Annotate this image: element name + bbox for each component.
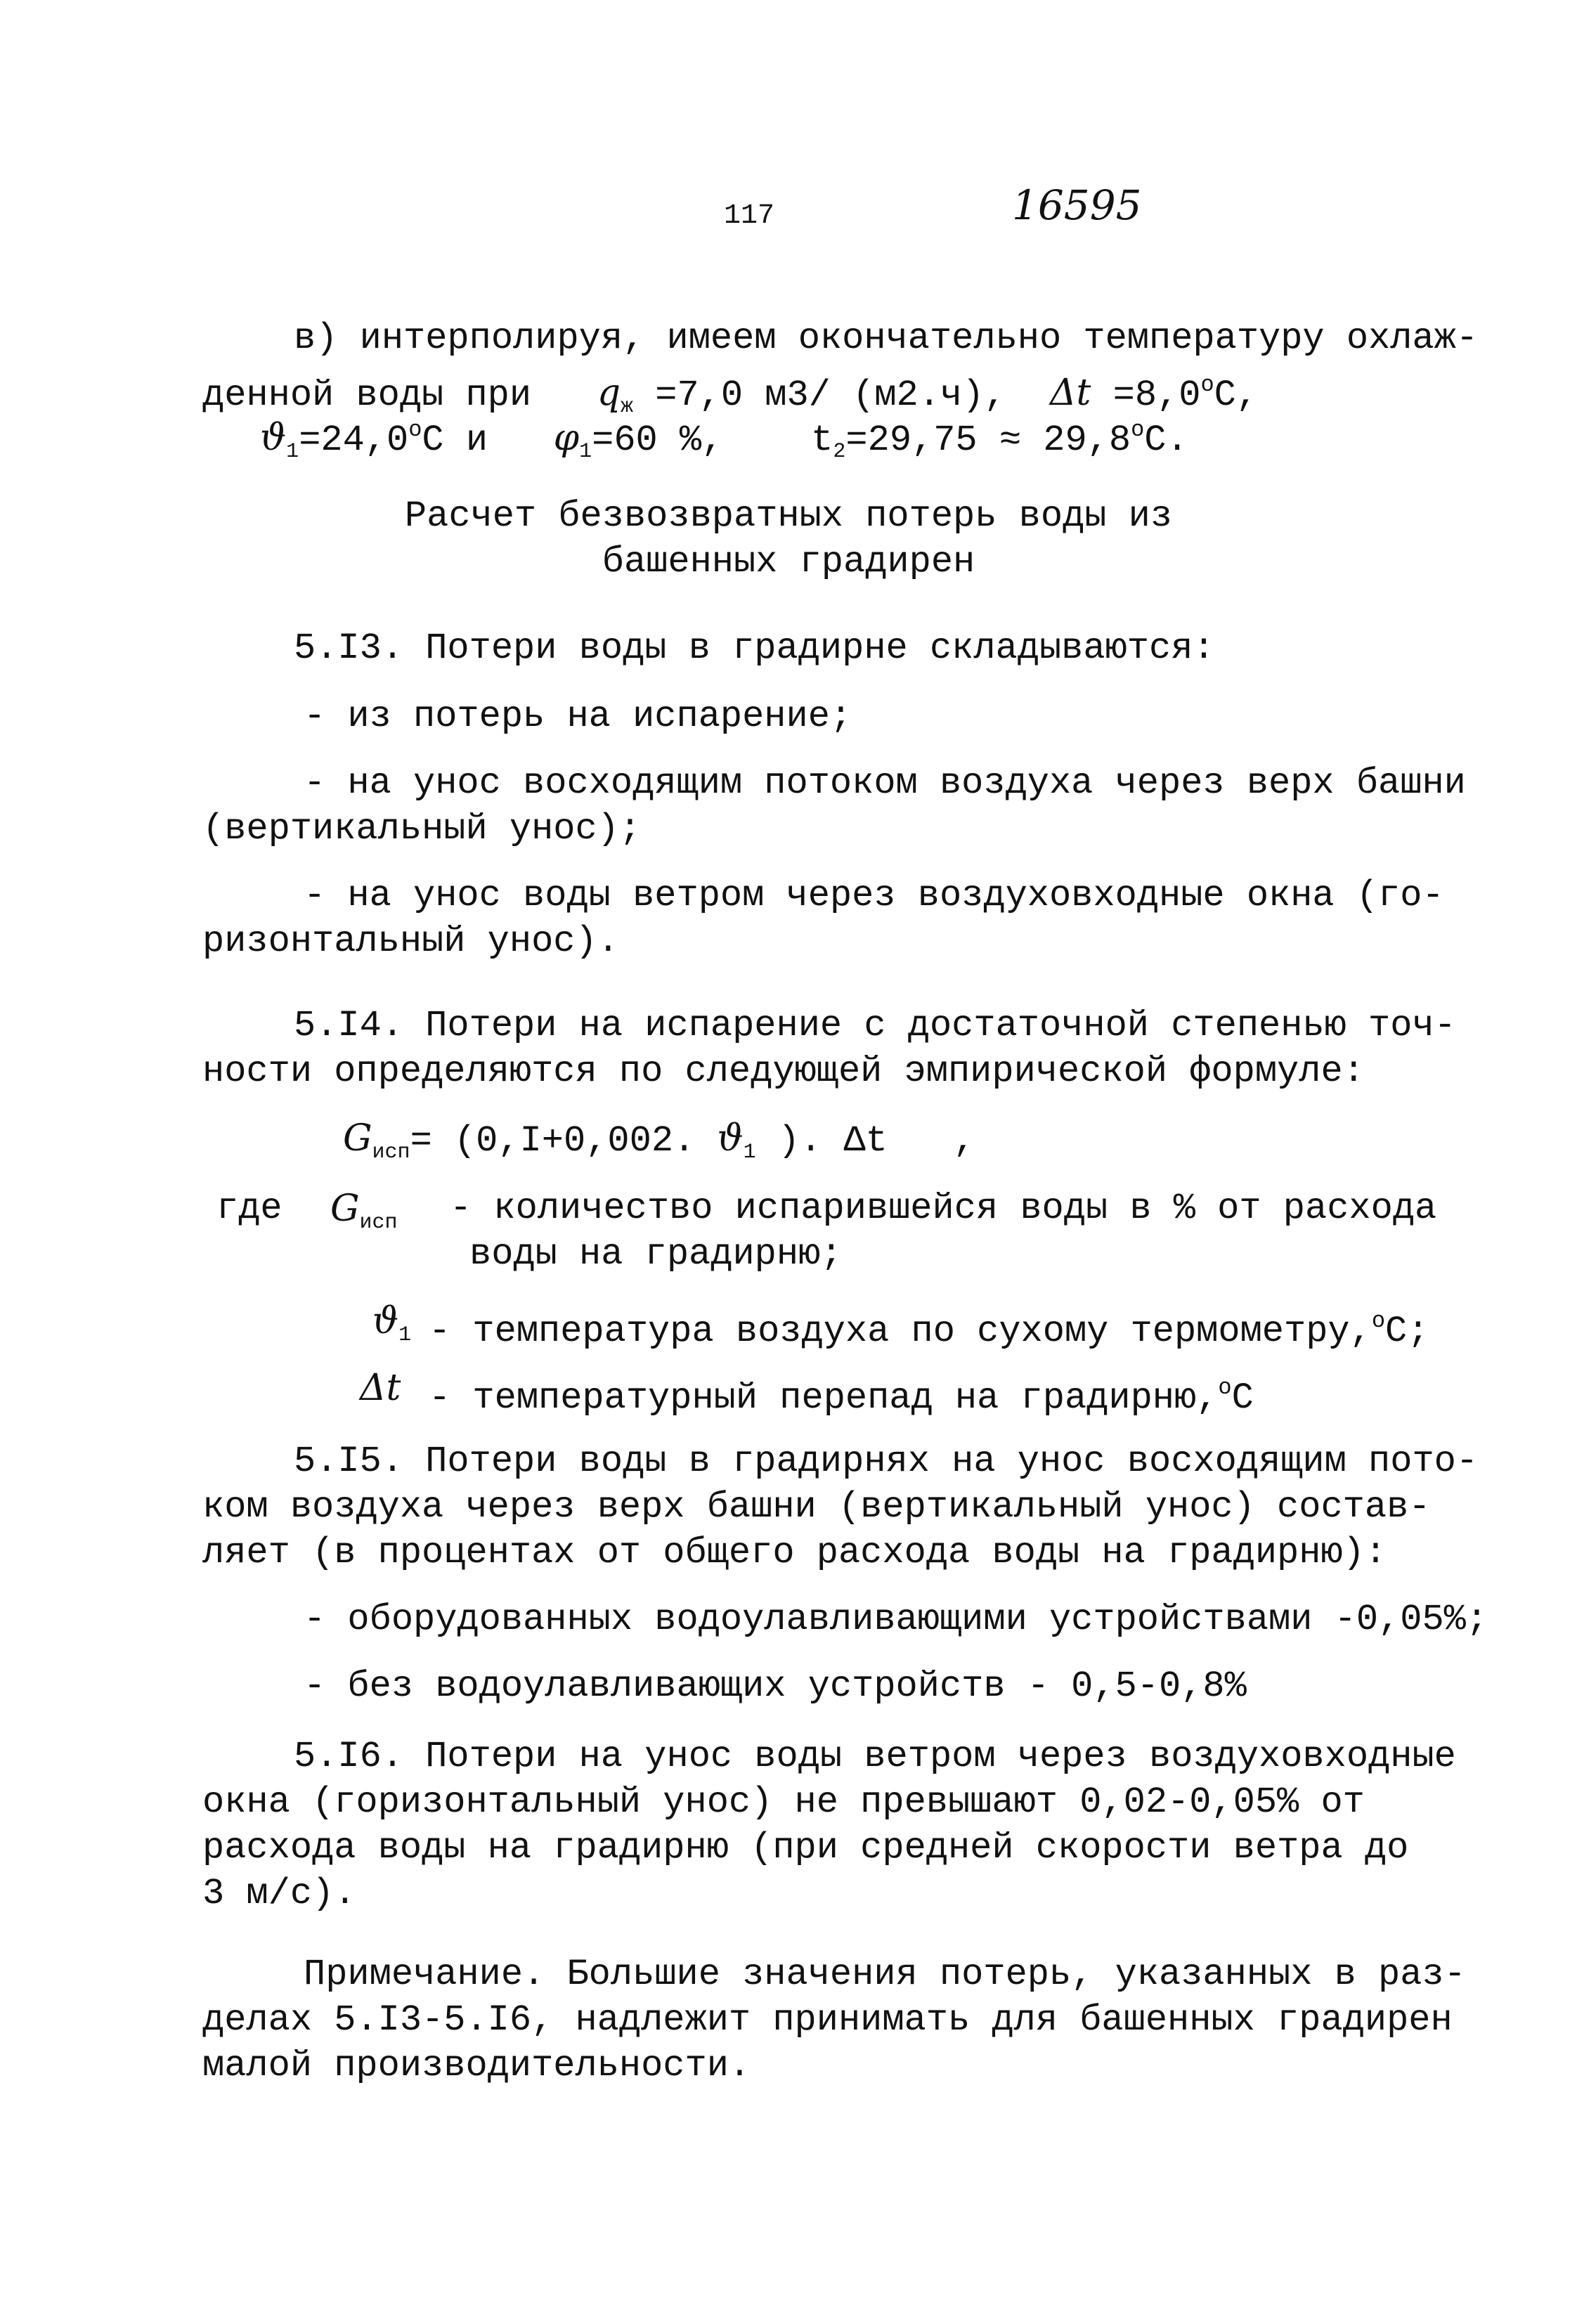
p514-def-3-symbol: Δt xyxy=(360,1367,401,1409)
page-number: 117 xyxy=(724,200,775,232)
note-line-3: малой производительности. xyxy=(202,2045,751,2086)
p514-def-2-symbol: $ϑ_1$ xyxy=(372,1300,412,1347)
p513-item-2-line-2: (вертикальный унос); xyxy=(202,808,642,850)
p514-def-1-line-1: - количество испарившейся воды в % от расхода xyxy=(450,1188,1437,1229)
p514-def-1-symbol: $G_{исп}$ xyxy=(330,1188,398,1235)
p515-item-2: - без водоулавливающих устройств - 0,5-0,8% xyxy=(304,1666,1247,1707)
p515-line-3: ляет (в процентах от общего расхода воды на градирню): xyxy=(202,1532,1387,1573)
p516-line-4: 3 м/с). xyxy=(202,1873,356,1914)
p515-line-2: ком воздуха через верх башни (вертикальный унос) состав- xyxy=(202,1486,1431,1528)
note-line-2: делах 5.I3-5.I6, надлежит принимать для башенных градирен xyxy=(202,1999,1453,2041)
p514-line-2: ности определяются по следующей эмпирической формуле: xyxy=(202,1051,1365,1092)
p513-line-1: 5.I3. Потери воды в градирне складываются: xyxy=(294,628,1215,669)
section-title-line-1: Расчет безвозвратных потерь воды из xyxy=(404,495,1173,537)
section-title-line-2: башенных градирен xyxy=(602,541,975,583)
p516-line-1: 5.I6. Потери на унос воды ветром через воздуховходные xyxy=(294,1736,1456,1777)
p514-formula: $G_{исп}= (0,I+0,002$. $ϑ_1$ ). Δt , xyxy=(343,1117,975,1164)
handwritten-stamp-number: 16595 xyxy=(1012,181,1142,229)
p513-item-3-line-2: ризонтальный унос). xyxy=(202,921,619,962)
p515-item-1: - оборудованных водоулавливающими устройствами -0,05%; xyxy=(304,1599,1488,1640)
intro-line-3: $ϑ_1=24,0^оС$ и $\varphi_1=60$ %, $t_2=29,75 \approx 29,8^оС$. xyxy=(260,417,1188,464)
p514-where: где xyxy=(216,1188,283,1229)
p514-def-1-line-2: воды на градирню; xyxy=(469,1233,843,1275)
p516-line-3: расхода воды на градирню (при средней скорости ветра до xyxy=(202,1827,1409,1869)
p513-item-1: - из потерь на испарение; xyxy=(304,696,852,737)
p514-def-2-text: - температура воздуха по сухому термометру,$^о$С; xyxy=(429,1308,1429,1352)
p513-item-2-line-1: - на унос восходящим потоком воздуха через верх башни xyxy=(304,762,1466,804)
note-line-1: Примечание. Большие значения потерь, указанных в раз- xyxy=(304,1954,1466,1995)
intro-line-2: денной воды при $q_ж =7,0$ м3/ (м2.ч), $\Delta t =8,0^оС$, xyxy=(202,372,1259,419)
p513-item-3-line-1: - на унос воды ветром через воздуховходные окна (го- xyxy=(304,875,1444,916)
p515-line-1: 5.I5. Потери воды в градирнях на унос восходящим пото- xyxy=(294,1441,1479,1482)
intro-line-1: в) интерполируя, имеем окончательно температуру охлаж- xyxy=(294,318,1479,359)
p514-def-3-text: - температурный перепад на градирню,$^о$С xyxy=(429,1375,1254,1419)
p516-line-2: окна (горизонтальный унос) не превышают 0,02-0,05% от xyxy=(202,1781,1365,1823)
p514-line-1: 5.I4. Потери на испарение с достаточной степенью точ- xyxy=(294,1005,1456,1046)
